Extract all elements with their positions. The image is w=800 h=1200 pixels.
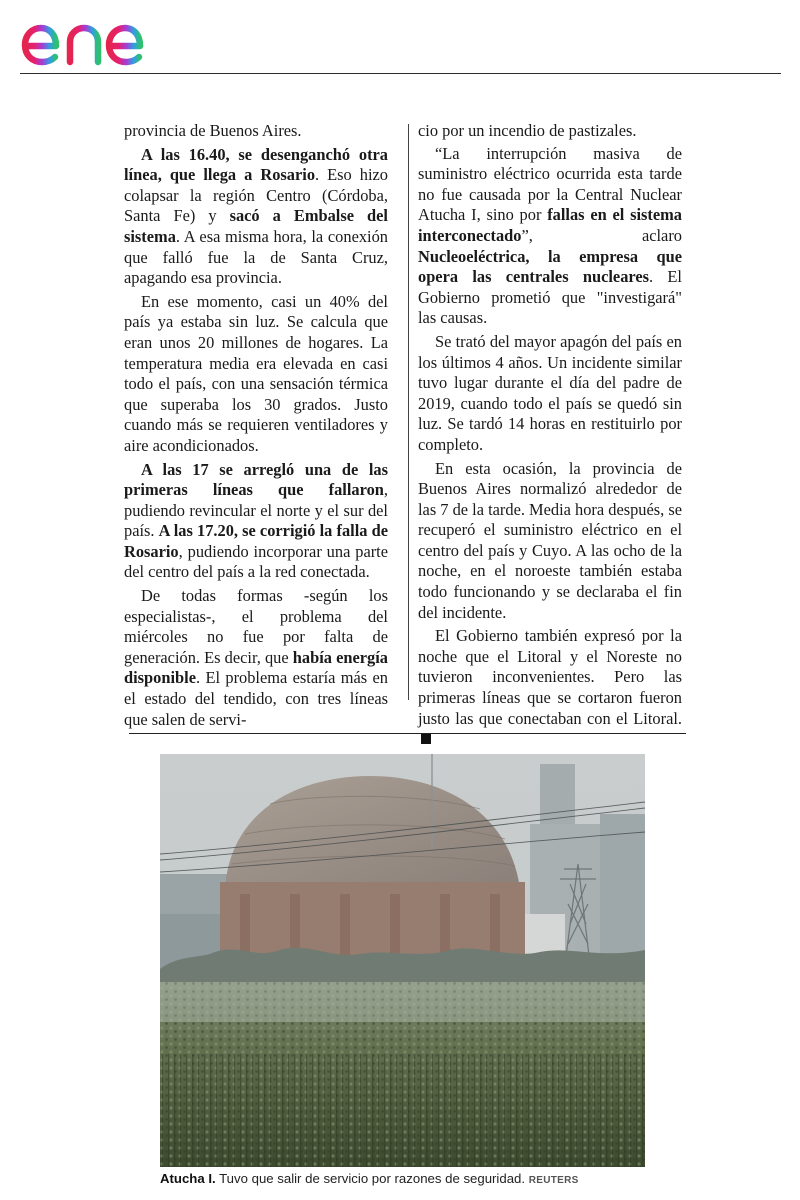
header-rule (20, 73, 781, 74)
photo-caption (160, 1171, 720, 1186)
paragraph: A las 17 se arregló una de las primeras líneas que fallaron, pudiendo revincular el norte y el sur del país. A las 17.20, se corrigió la falla de Rosario, pudiendo incorporar una parte del centro del país a la red conectada. (124, 459, 388, 582)
column-divider (408, 124, 409, 700)
enel-logo (14, 6, 184, 68)
caption-title: Atucha I. (160, 1171, 216, 1186)
paragraph: Se trató del mayor apagón del país en los últimos 4 años. Un incidente similar tuvo lugar durante el día del padre de 2019, cuando todo el país se quedó sin luz. Se tardó 14 horas en restituirlo por completo. (418, 331, 682, 454)
photo-credit: REUTERS (528, 1175, 579, 1186)
paragraph: “La interrupción masiva de suministro eléctrico ocurrida esta tarde no fue causada por la Central Nuclear Atucha I, sino por fallas en el sistema interconectado”, aclaro Nucleoeléctrica, la empresa que opera las centrales nucleares. El Gobierno prometió que "investigará" las causas. (418, 143, 682, 328)
paragraph: A las 16.40, se desenganchó otra línea, que llega a Rosario. Eso hizo colapsar la región Centro (Córdoba, Santa Fe) y sacó a Embalse del sistema. A esa misma hora, la conexión que falló fue la de Santa Cruz, apagando esa provincia. (124, 144, 388, 288)
paragraph: cio por un incendio de pastizales. (418, 121, 637, 140)
paragraph: El Gobierno también expresó por la noche que el Litoral y el Noreste no tuvieron inconvenientes. Pero las primeras líneas que se cortaron fueron justo las que conectaban con el Litoral. (418, 626, 682, 750)
caption-text: Tuvo que salir de servicio por razones de seguridad. (215, 1171, 526, 1186)
article-column-2 (418, 121, 682, 750)
paragraph: En esta ocasión, la provincia de Buenos Aires normalizó alrededor de las 7 de la tarde. Media hora después, se recuperó el suministro eléctrico en el centro del país y Cuyo. A las ocho de la noche, en el noroeste también estaba todo funcionando y se declaraba el fin del incidente. (418, 458, 682, 622)
end-of-article-mark (421, 734, 431, 744)
article-column-1 (124, 121, 388, 730)
section-rule (129, 733, 686, 734)
paragraph: provincia de Buenos Aires. (124, 121, 302, 140)
paragraph: De todas formas -según los especialistas-, el problema del miércoles no fue por falta de generación. Es decir, que había energía disponible. El problema estaría más en el estado del tendido, con tres líneas que salen de servi- (124, 586, 388, 729)
paragraph: En ese momento, casi un 40% del país ya estaba sin luz. Se calcula que eran unos 20 millones de hogares. La temperatura media era elevada en casi todo el país, con una sensación térmica que superaba los 30 grados. Justo cuando más se requieren ventiladores y aire acondicionados. (124, 291, 388, 455)
nuclear-plant-photo (160, 754, 645, 1167)
